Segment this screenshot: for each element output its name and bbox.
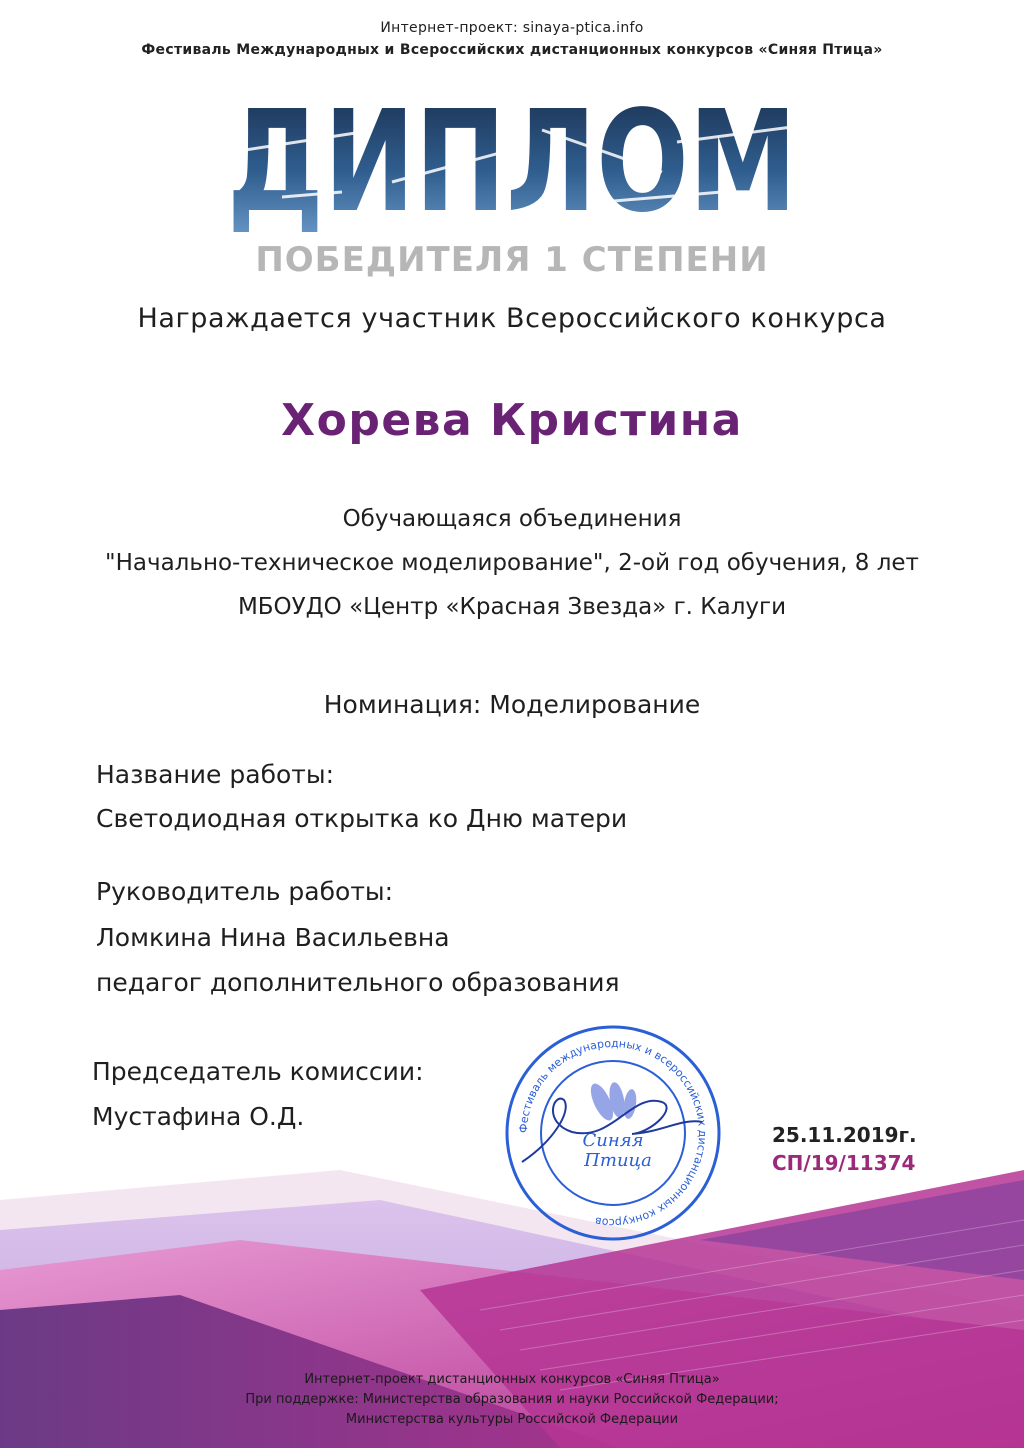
work-label: Название работы: [96, 760, 335, 789]
diploma-title [222, 81, 802, 244]
footer-support: При поддержке: Министерства образования и науки Российской Федерации; [245, 1392, 779, 1407]
header-site: Интернет-проект: sinaya-ptica.info [380, 20, 644, 36]
chair-name: Мустафина О.Д. [92, 1102, 305, 1131]
header-festival: Фестиваль Международных и Всероссийских дистанционных конкурсов «Синяя Птица» [141, 42, 883, 58]
work-title: Светодиодная открытка ко Дню матери [96, 804, 628, 833]
official-stamp [502, 1022, 724, 1244]
issue-date: 25.11.2019г. [772, 1123, 917, 1147]
supervisor-name: Ломкина Нина Васильевна [96, 923, 450, 952]
participant-institution: МБОУДО «Центр «Красная Звезда» г. Калуги [237, 594, 787, 620]
participant-status: Обучающаяся объединения [342, 506, 682, 532]
footer-ministry: Министерства культуры Российской Федерации [345, 1412, 679, 1427]
supervisor-label: Руководитель работы: [96, 877, 394, 906]
footer-project: Интернет-проект дистанционных конкурсов «Синяя Птица» [304, 1372, 720, 1387]
stamp-ring-text: Фестиваль международных и всероссийских дистанционных конкурсов [516, 1036, 710, 1230]
supervisor-position: педагог дополнительного образования [96, 968, 620, 997]
participant-name: Хорева Кристина [281, 395, 743, 446]
diploma-subtitle: ПОБЕДИТЕЛЯ 1 СТЕПЕНИ [255, 240, 769, 280]
award-intro: Награждается участник Всероссийского конкурса [137, 303, 887, 334]
document-number: СП/19/11374 [772, 1151, 916, 1175]
bird-icon [586, 1080, 638, 1123]
stamp-center-line1: Синяя [582, 1130, 644, 1151]
nomination: Номинация: Моделирование [323, 690, 701, 719]
chair-label: Председатель комиссии: [92, 1057, 424, 1086]
stamp-center-line2: Птица [584, 1150, 652, 1171]
diploma-title-text: ДИПЛОМ [227, 81, 797, 244]
participant-program: "Начально-техническое моделирование", 2-ой год обучения, 8 лет [105, 550, 919, 576]
